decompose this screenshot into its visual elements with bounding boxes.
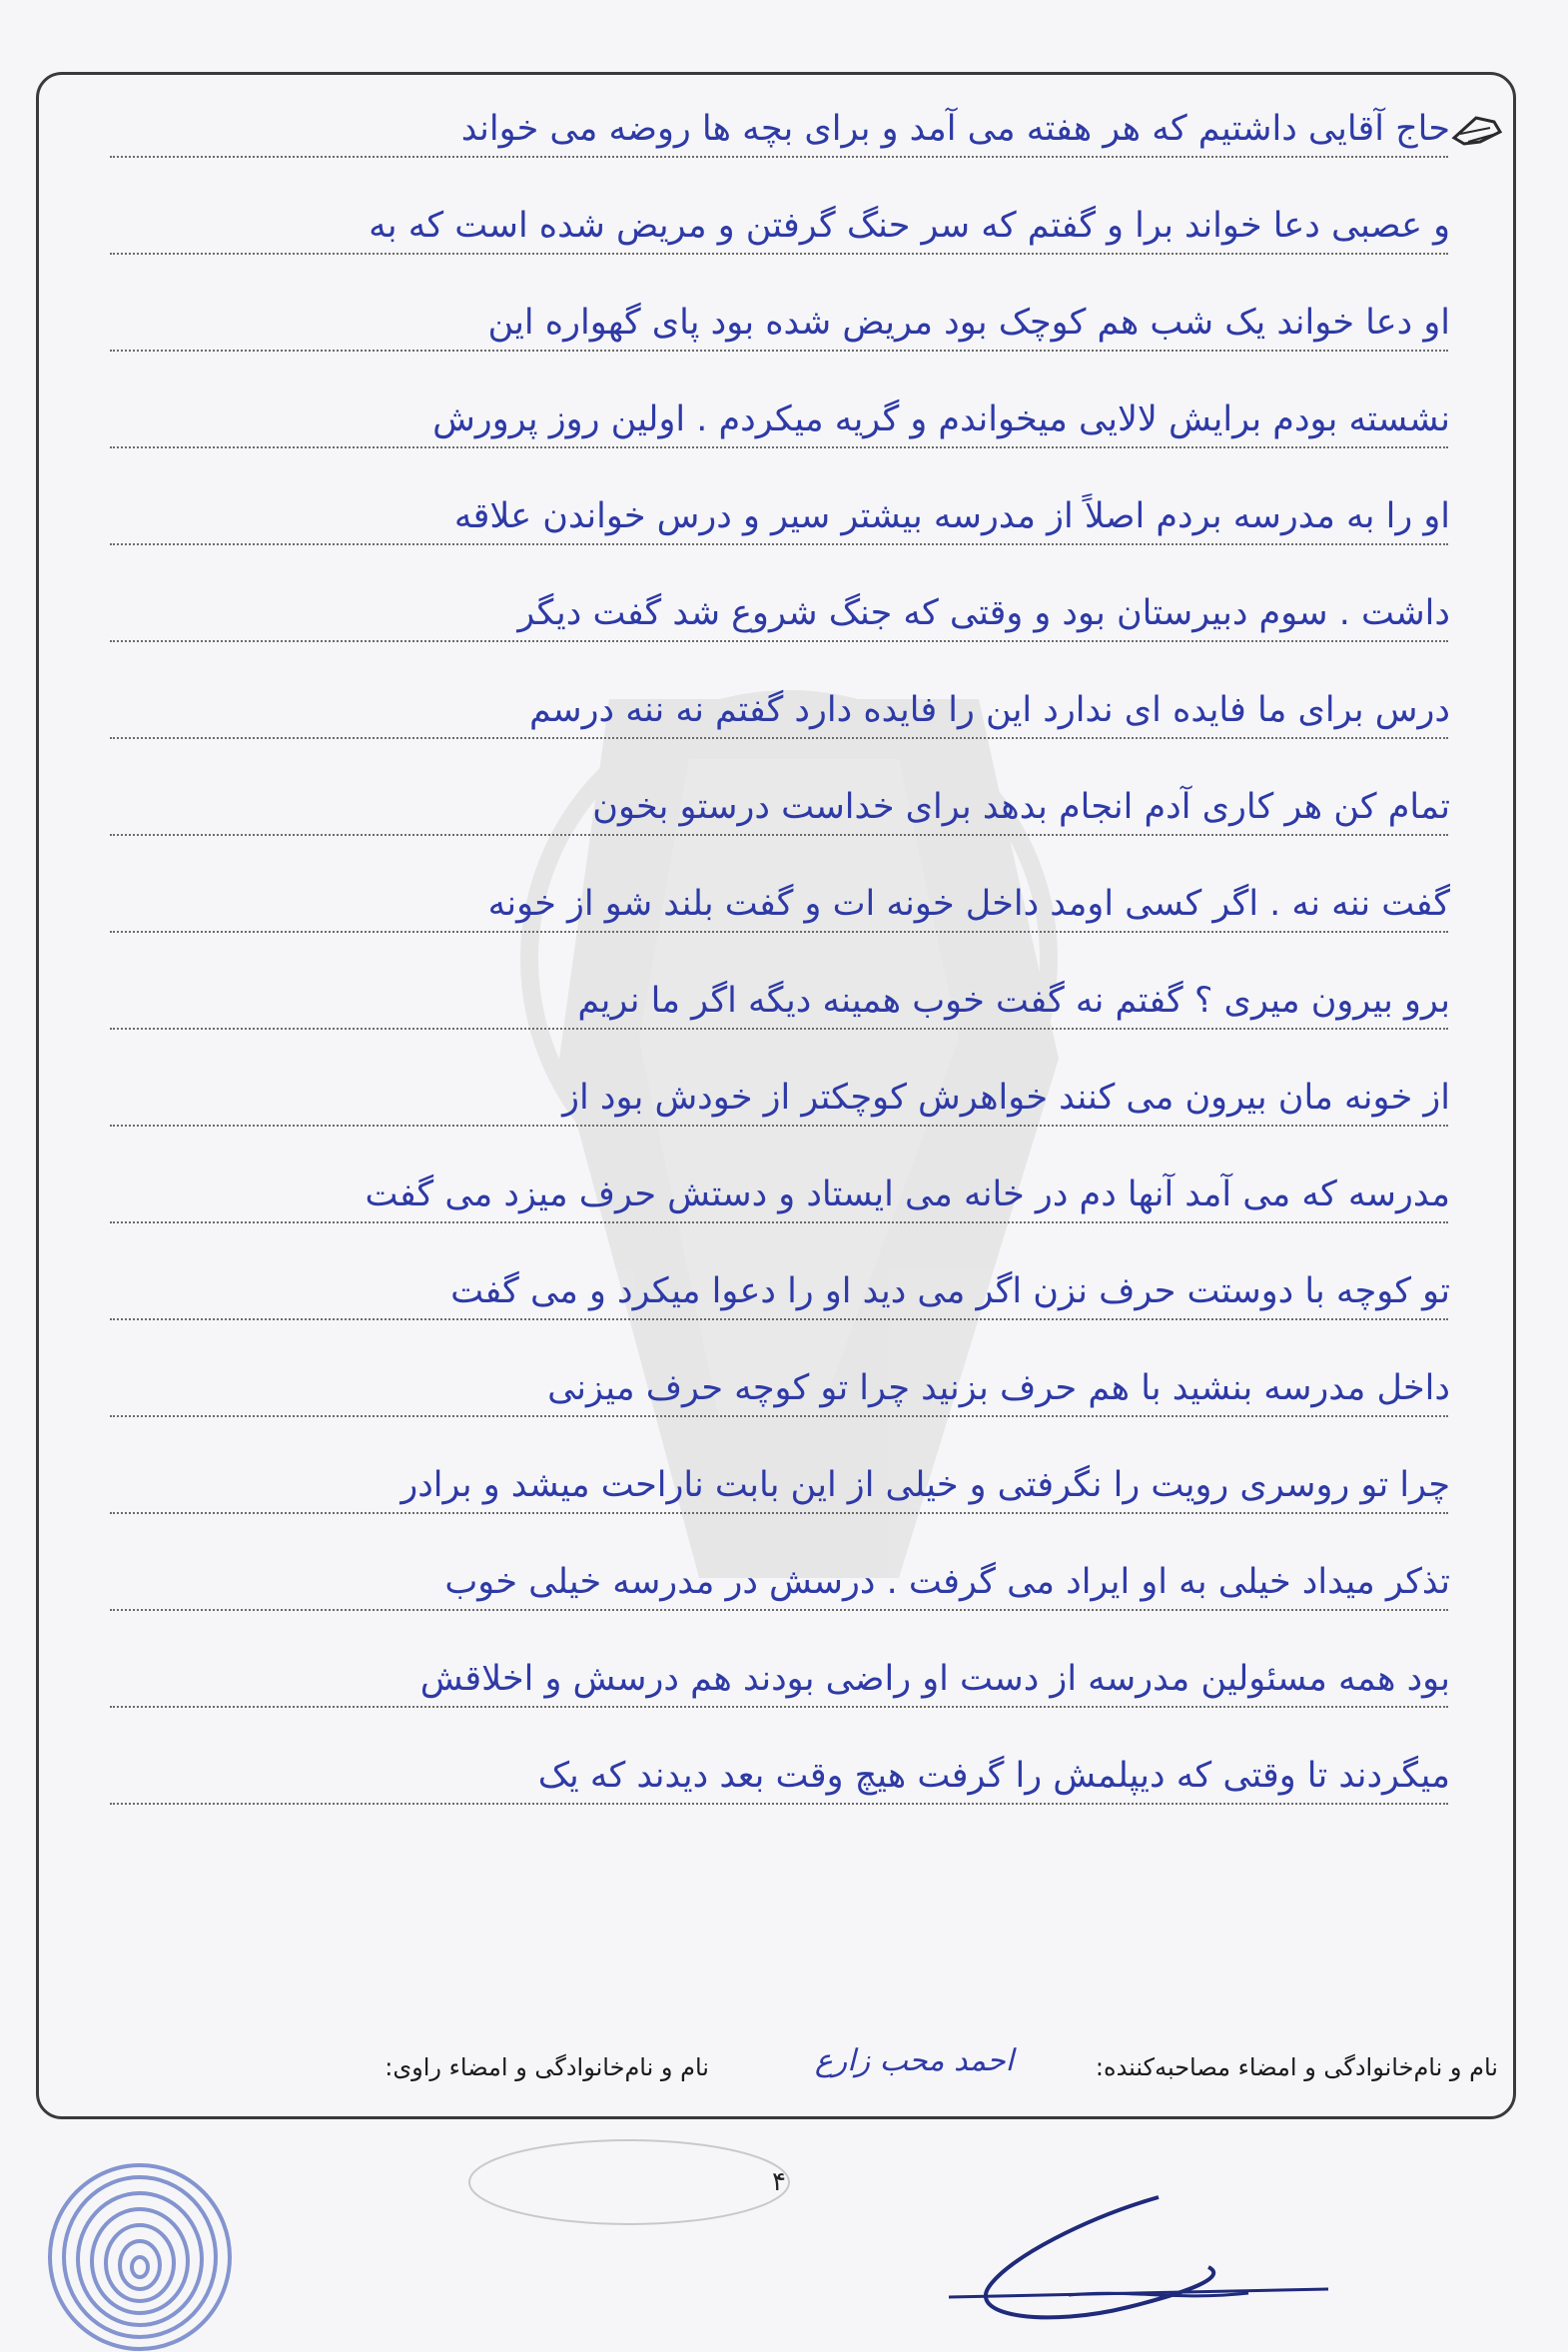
text-line: درس برای ما فایده ای ندارد این را فایده دارد گفتم نه ننه درسم [529,690,1450,730]
signature-icon [929,2177,1348,2337]
text-line: تذکر میداد خیلی به او ایراد می گرفت . درسش در مدرسه خیلی خوب [444,1562,1450,1602]
pen-hand-icon [1450,112,1504,148]
text-line: داخل مدرسه بنشید با هم حرف بزنید چرا تو کوچه حرف میزنی [547,1368,1450,1408]
text-line: بود همه مسئولین مدرسه از دست او راضی بودند هم درسش و اخلاقش [419,1659,1450,1699]
fingerprint-icon [40,2147,240,2352]
text-line: او را به مدرسه بردم اصلاً از مدرسه بیشتر سیر و درس خواندن علاقه [453,496,1450,536]
text-line: و عصبی دعا خواند برا و گفتم که سر حنگ گرفتن و مریض شده است که به [369,206,1450,246]
interviewer-label: نام و نام‌خانوادگی و امضاء مصاحبه‌کننده: [1095,2053,1498,2081]
text-line: داشت . سوم دبیرستان بود و وقتی که جنگ شروع شد گفت دیگر [517,593,1450,633]
interviewer-signature: احمد محب زارع [814,2043,1014,2078]
text-line: نشسته بودم برایش لالایی میخواندم و گریه میکردم . اولین روز پرورش [432,399,1450,439]
signature-footer [60,2043,1498,2093]
page-number: ۴ [772,2167,786,2197]
text-line: گفت ننه نه . اگر کسی اومد داخل خونه ات و گفت بلند شو از خونه [487,884,1450,924]
text-line: میگردند تا وقتی که دیپلمش را گرفت هیچ وقت بعد دیدند که یک [537,1756,1450,1796]
text-line: برو بیرون میری ؟ گفتم نه گفت خوب همینه دیگه اگر ما نریم [577,981,1450,1021]
text-line: حاج آقایی داشتیم که هر هفته می آمد و برای بچه ها روضه می خواند [460,109,1450,149]
text-line: تو کوچه با دوستت حرف نزن اگر می دید او را دعوا میکرد و می گفت [450,1271,1450,1311]
faint-stamp-outline [459,2132,799,2232]
narrator-label: نام و نام‌خانوادگی و امضاء راوی: [385,2053,709,2081]
text-line: چرا تو روسری رویت را نگرفتی و خیلی از این بابت ناراحت میشد و برادر [400,1465,1450,1505]
text-line: از خونه مان بیرون می کنند خواهرش کوچکتر از خودش بود از [562,1078,1450,1118]
text-line: او دعا خواند یک شب هم کوچک بود مریض شده بود پای گهواره این [487,303,1450,343]
text-line: مدرسه که می آمد آنها دم در خانه می ایستاد و دستش حرف میزد می گفت [365,1175,1450,1214]
text-line: تمام کن هر کاری آدم انجام بدهد برای خداست درستو بخون [592,787,1450,827]
